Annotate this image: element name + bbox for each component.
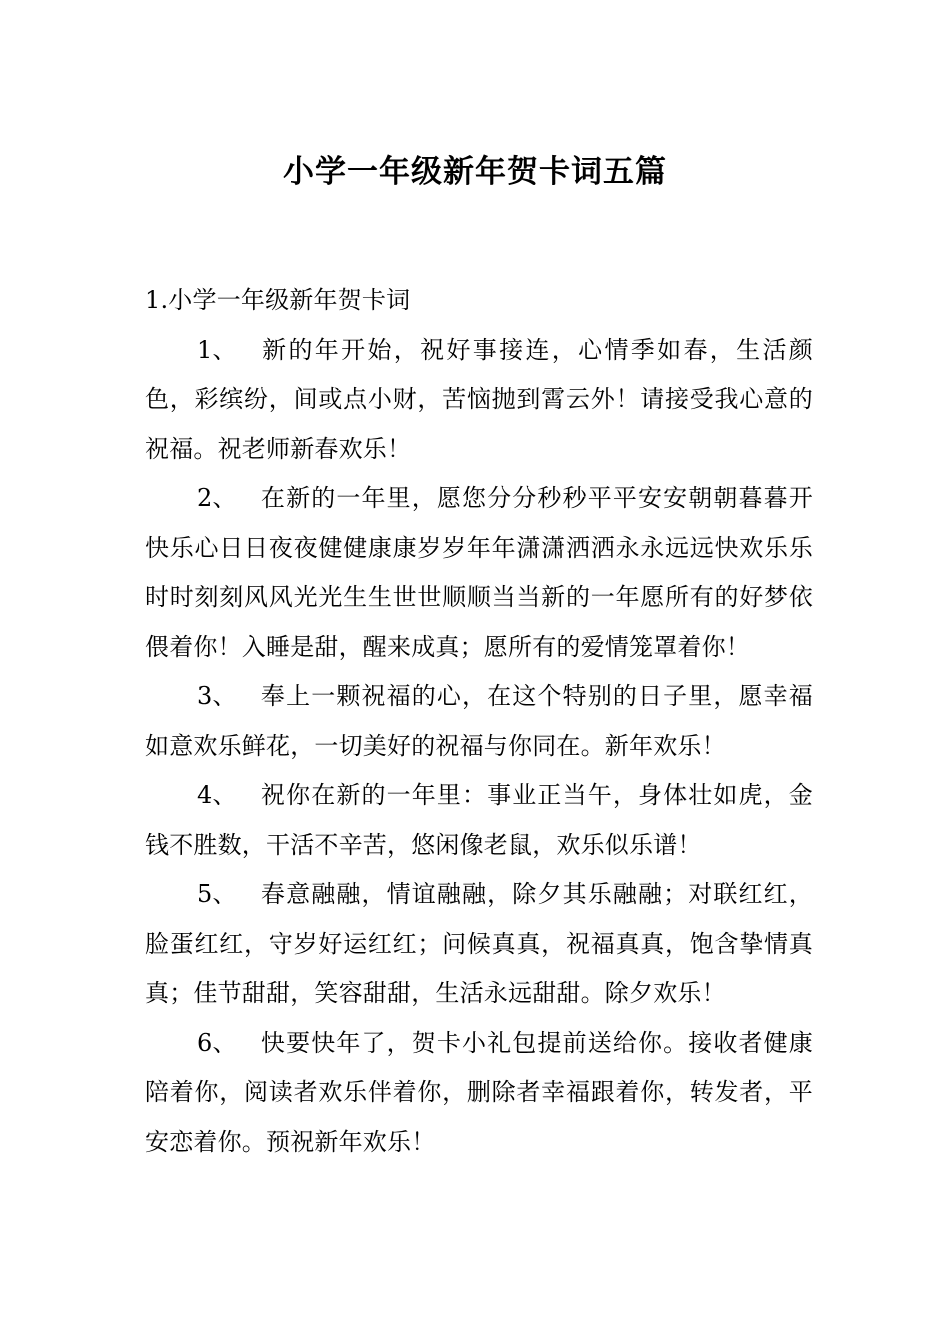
item-number: 3、 xyxy=(197,682,237,710)
item-text: 在新的一年里，愿您分分秒秒平平安安朝朝暮暮开快乐心日日夜夜健健康康岁岁年年潇潇洒洒永永远远快欢乐乐时时刻刻风风光光生生世世顺顺当当新的一年愿所有的好梦依偎着你！入睡是甜，醒来成真；愿所有的爱情笼罩着你！ xyxy=(145,484,813,661)
greeting-item-5 xyxy=(145,870,813,1019)
document-title: 小学一年级新年贺卡词五篇 xyxy=(283,153,667,190)
item-text: 快要快年了，贺卡小礼包提前送给你。接收者健康陪着你，阅读者欢乐伴着你，删除者幸福跟着你，转发者，平安恋着你。预祝新年欢乐！ xyxy=(145,1028,813,1156)
item-number: 2、 xyxy=(197,484,237,512)
item-text: 祝你在新的一年里：事业正当午，身体壮如虎，金钱不胜数，干活不辛苦，悠闲像老鼠，欢乐似乐谱！ xyxy=(145,781,813,859)
section-heading: 1.小学一年级新年贺卡词 xyxy=(145,286,411,314)
item-text: 奉上一颗祝福的心，在这个特别的日子里，愿幸福如意欢乐鲜花，一切美好的祝福与你同在。新年欢乐！ xyxy=(145,682,813,760)
greeting-item-2 xyxy=(145,474,813,672)
item-number: 5、 xyxy=(197,880,237,908)
greeting-item-1 xyxy=(145,326,813,475)
item-number: 4、 xyxy=(197,781,237,809)
item-number: 6、 xyxy=(197,1028,237,1057)
greeting-item-4 xyxy=(145,771,813,870)
item-text: 春意融融，情谊融融，除夕其乐融融；对联红红，脸蛋红红，守岁好运红红；问候真真，祝福真真，饱含挚情真真；佳节甜甜，笑容甜甜，生活永远甜甜。除夕欢乐！ xyxy=(145,880,813,1007)
item-number: 1、 xyxy=(197,335,237,364)
greeting-item-6 xyxy=(145,1019,813,1168)
greeting-item-3 xyxy=(145,672,813,771)
item-text: 新的年开始，祝好事接连，心情季如春，生活颜色，彩缤纷，间或点小财，苦恼抛到霄云外！请接受我心意的祝福。祝老师新春欢乐！ xyxy=(145,335,813,463)
document-body xyxy=(145,276,813,1167)
